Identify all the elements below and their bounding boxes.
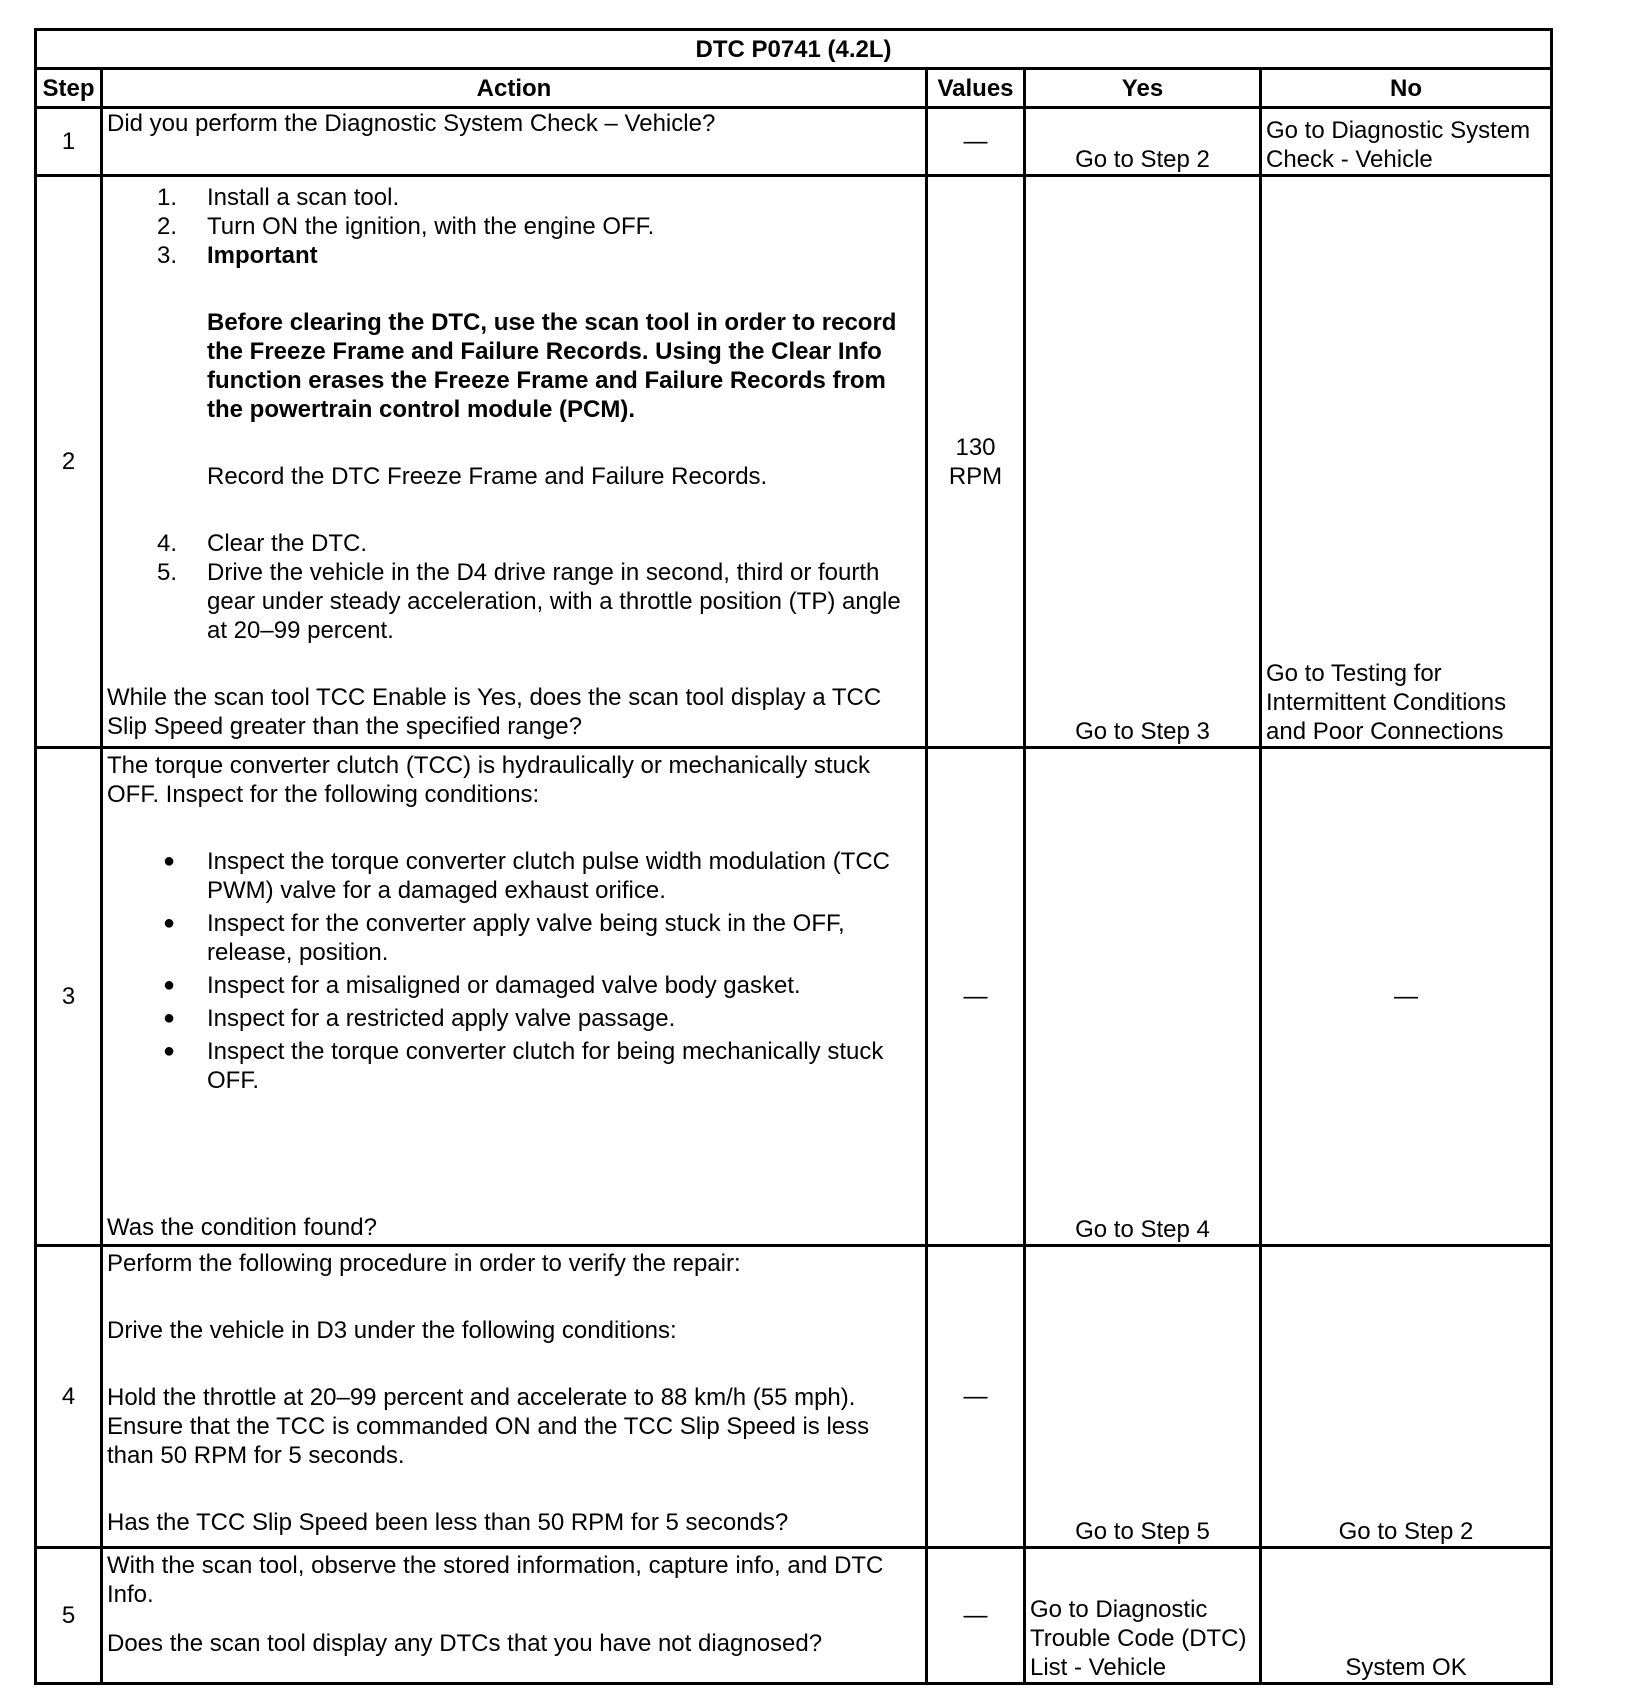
question-text: Does the scan tool display any DTCs that you have not diagnosed? xyxy=(107,1630,823,1657)
values-cell: — xyxy=(927,1246,1025,1548)
step-number: 4 xyxy=(36,1246,102,1548)
yes-cell: Go to Diagnostic Trouble Code (DTC) List - Vehicle xyxy=(1025,1548,1261,1684)
intro-text: The torque converter clutch (TCC) is hydraulically or mechanically stuck OFF. Inspect for the following conditions: xyxy=(107,752,870,808)
table-row xyxy=(36,108,1552,176)
header-values: Values xyxy=(927,69,1025,108)
no-cell: System OK xyxy=(1261,1548,1552,1684)
list-item: 1. Install a scan tool. xyxy=(157,184,400,211)
yes-cell: Go to Step 5 xyxy=(1025,1246,1261,1548)
step-number: 1 xyxy=(36,108,102,176)
values-cell: — xyxy=(927,108,1025,176)
values-cell xyxy=(927,176,1025,748)
table-title: DTC P0741 (4.2L) xyxy=(36,30,1552,69)
action-text: Did you perform the Diagnostic System Check – Vehicle? xyxy=(102,108,927,176)
question-text: While the scan tool TCC Enable is Yes, does the scan tool display a TCC Slip Speed greater than the specified range? xyxy=(107,684,882,740)
step-number: 3 xyxy=(36,748,102,1246)
header-no: No xyxy=(1261,69,1552,108)
yes-cell: Go to Step 3 xyxy=(1025,176,1261,748)
list-item: ● Inspect the torque converter clutch pulse width modulation (TCC PWM) valve for a damaged exhaust orifice. xyxy=(163,848,891,904)
values-number: 130 xyxy=(955,433,996,461)
condition-list xyxy=(107,847,921,1095)
yes-cell: Go to Step 2 xyxy=(1025,108,1261,176)
important-note: Before clearing the DTC, use the scan tool in order to record the Freeze Frame and Failure Records. Using the Clear Info function erases the Freeze Frame and Failure Records from the powertrain control module (PCM). xyxy=(207,309,897,423)
record-text: Record the DTC Freeze Frame and Failure Records. xyxy=(207,463,768,490)
no-cell: Go to Testing for Intermittent Conditions and Poor Connections xyxy=(1261,176,1552,748)
header-row xyxy=(36,69,1552,108)
condition-text: Drive the vehicle in D3 under the following conditions: xyxy=(107,1317,677,1344)
list-item: 2. Turn ON the ignition, with the engine OFF. xyxy=(157,213,655,240)
no-cell: Go to Diagnostic System Check - Vehicle xyxy=(1261,108,1552,176)
list-item: ● Inspect the torque converter clutch for being mechanically stuck OFF. xyxy=(163,1038,884,1094)
action-cell xyxy=(102,1548,927,1684)
list-item: 4. Clear the DTC. xyxy=(157,530,368,557)
question-text: Was the condition found? xyxy=(107,1214,377,1241)
list-item: 5. Drive the vehicle in the D4 drive range in second, third or fourth gear under steady acceleration, with a throttle position (TP) angle at 20–99 percent. xyxy=(157,559,901,644)
table-row xyxy=(36,748,1552,1246)
list-item: ● Inspect for a misaligned or damaged valve body gasket. xyxy=(163,972,801,999)
values-cell: — xyxy=(927,1548,1025,1684)
yes-cell: Go to Step 4 xyxy=(1025,748,1261,1246)
no-cell: Go to Step 2 xyxy=(1261,1246,1552,1548)
header-step: Step xyxy=(36,69,102,108)
values-unit: RPM xyxy=(948,462,1003,490)
table-row xyxy=(36,1246,1552,1548)
question-text: Has the TCC Slip Speed been less than 50 RPM for 5 seconds? xyxy=(107,1509,789,1536)
intro-text: With the scan tool, observe the stored information, capture info, and DTC Info. xyxy=(107,1552,884,1608)
step-number: 2 xyxy=(36,176,102,748)
action-cell xyxy=(102,176,927,748)
header-yes: Yes xyxy=(1025,69,1261,108)
list-item: 3. Important Before clearing the DTC, use the scan tool in order to record the Freeze Frame and Failure Records. Using the Clear Info function erases the Freeze Frame and Failure Records from the powertrain control module (PCM). Record the DTC Freeze Frame and Failure Records. xyxy=(107,241,921,529)
diagnostic-table xyxy=(34,28,1553,1685)
values-cell: — xyxy=(927,748,1025,1246)
list-item: ● Inspect for the converter apply valve being stuck in the OFF, release, position. xyxy=(163,910,845,966)
no-cell: — xyxy=(1261,748,1552,1246)
procedure-text: Perform the following procedure in order to verify the repair: xyxy=(107,1250,741,1277)
step-list xyxy=(107,183,921,645)
header-action: Action xyxy=(102,69,927,108)
table-row xyxy=(36,1548,1552,1684)
table-row xyxy=(36,176,1552,748)
throttle-text: Hold the throttle at 20–99 percent and accelerate to 88 km/h (55 mph). Ensure that the TCC is commanded ON and the TCC Slip Speed is less than 50 RPM for 5 seconds. xyxy=(107,1384,870,1469)
action-cell xyxy=(102,1246,927,1548)
list-item: ● Inspect for a restricted apply valve passage. xyxy=(163,1005,676,1032)
step-number: 5 xyxy=(36,1548,102,1684)
action-cell xyxy=(102,748,927,1246)
